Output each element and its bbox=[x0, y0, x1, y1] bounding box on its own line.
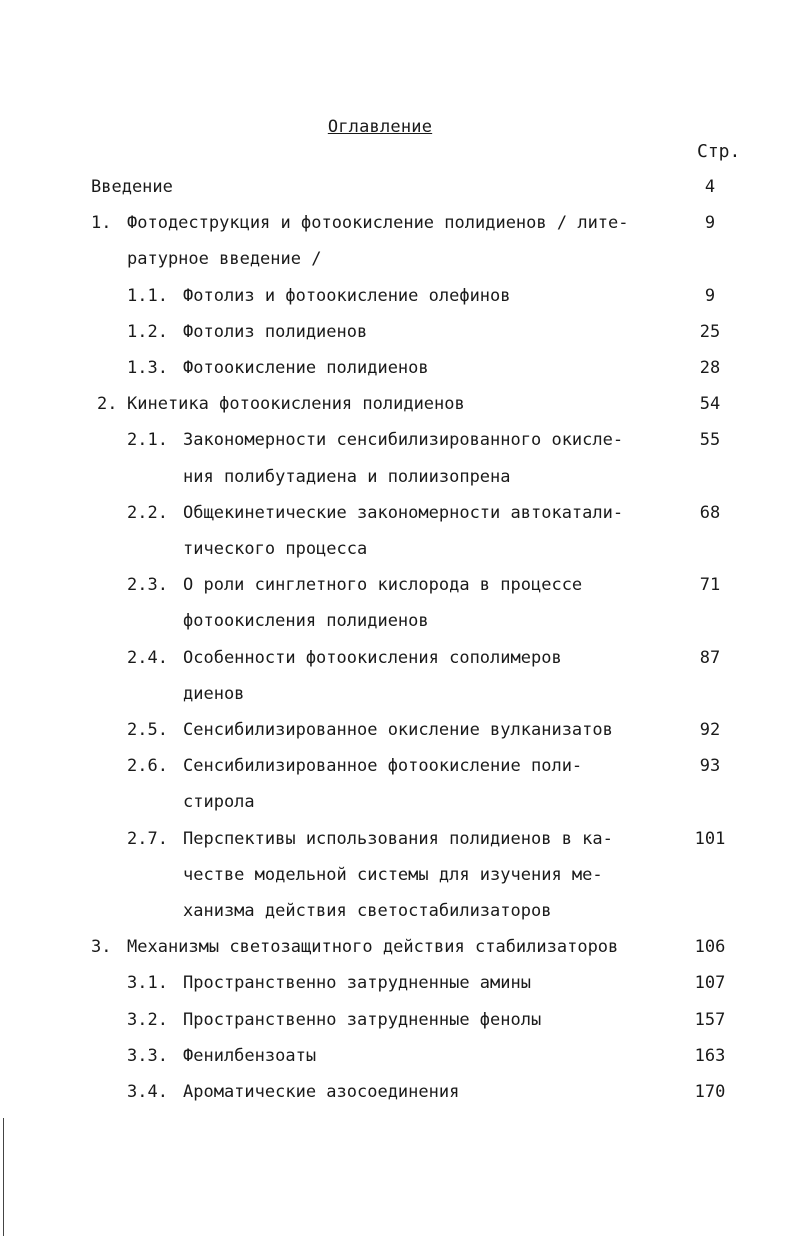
page-column-header: Стр. bbox=[697, 141, 741, 162]
toc-entry-label: Закономерности сенсибилизированного окисле- bbox=[183, 430, 624, 451]
toc-entry bbox=[0, 502, 799, 559]
toc-entry-page: 28 bbox=[699, 358, 721, 378]
toc-entry-number: 3.3. bbox=[127, 1045, 168, 1066]
toc-entry-label: Сенсибилизированное фотоокисление поли- bbox=[183, 756, 583, 777]
toc-entry bbox=[0, 973, 799, 1009]
toc-entry-number: 3.4. bbox=[127, 1082, 168, 1102]
toc-entry bbox=[0, 937, 799, 973]
toc-entry-label: Общекинетические закономерности автокатали- bbox=[183, 502, 624, 523]
toc-entry-page: 107 bbox=[694, 973, 726, 994]
toc-entry-number: 3.1. bbox=[127, 973, 168, 994]
toc-entry-page: 71 bbox=[699, 575, 721, 596]
toc-entry bbox=[0, 358, 799, 394]
toc-entry-page: 106 bbox=[694, 937, 726, 958]
toc-entry-number: 2.7. bbox=[127, 828, 168, 849]
toc-entry-page: 87 bbox=[699, 647, 721, 668]
toc-entry bbox=[0, 720, 799, 756]
toc-entry-page: 9 bbox=[704, 213, 716, 234]
toc-entry-page: 4 bbox=[704, 177, 716, 197]
toc-entry-page: 9 bbox=[704, 285, 716, 306]
toc-entry-label: ханизма действия светостабилизаторов bbox=[183, 900, 552, 921]
toc-entry bbox=[0, 1010, 799, 1046]
toc-entry-label: Фотоокисление полидиенов bbox=[183, 358, 429, 378]
toc-entry-label: честве модельной системы для изучения ме- bbox=[183, 864, 603, 885]
toc-entry-page: 68 bbox=[699, 502, 721, 523]
toc-entry-page: 101 bbox=[694, 828, 726, 849]
toc-entry-page: 55 bbox=[699, 430, 721, 451]
toc-entry bbox=[0, 322, 799, 358]
toc-entry-number: 2.4. bbox=[127, 647, 168, 668]
toc-entry-label: ния полибутадиена и полиизопрена bbox=[183, 466, 511, 487]
toc-entry bbox=[0, 575, 799, 632]
toc-entry-number: 2.6. bbox=[127, 756, 168, 777]
toc-entry bbox=[0, 177, 799, 213]
toc-entry bbox=[0, 647, 799, 704]
toc-entry-page: 54 bbox=[699, 394, 721, 415]
toc-entry bbox=[0, 1082, 799, 1118]
toc-entry-label: Пространственно затрудненные фенолы bbox=[183, 1009, 542, 1030]
toc-entry-page: 170 bbox=[694, 1082, 726, 1102]
scan-edge-line bbox=[3, 1118, 4, 1236]
toc-entry-page: 25 bbox=[699, 321, 721, 342]
toc-entry-number: 1. bbox=[91, 213, 112, 234]
toc-entry-label: Пространственно затрудненные амины bbox=[183, 973, 531, 994]
toc-entry-number: 1.3. bbox=[127, 358, 168, 378]
toc-entry-label: стирола bbox=[183, 792, 255, 813]
toc-entry-number: 2.5. bbox=[127, 720, 168, 740]
toc-entry bbox=[0, 756, 799, 813]
toc-entry bbox=[0, 213, 799, 270]
toc-entry-label: Фотолиз полидиенов bbox=[183, 321, 368, 342]
toc-entry bbox=[0, 394, 799, 430]
toc-entry-label: Ароматические азосоединения bbox=[183, 1082, 460, 1102]
toc-entry-number: 2. bbox=[97, 394, 118, 415]
toc-entry-label: Фенилбензоаты bbox=[183, 1045, 317, 1066]
toc-entry-number: 1.2. bbox=[127, 321, 168, 342]
toc-entry-label: Фотодеструкция и фотоокисление полидиенов / лите- bbox=[127, 213, 629, 234]
toc-entry-page: 157 bbox=[694, 1009, 726, 1030]
toc-entry-label: Особенности фотоокисления сополимеров bbox=[183, 647, 562, 668]
toc-entry-number: 3.2. bbox=[127, 1009, 168, 1030]
toc-entry bbox=[0, 1046, 799, 1082]
toc-entry-number: 2.2. bbox=[127, 502, 168, 523]
toc-entry-label: ратурное введение / bbox=[127, 249, 322, 270]
toc-entry-label: фотоокисления полидиенов bbox=[183, 611, 429, 632]
toc-entry-label: Введение bbox=[91, 177, 173, 197]
toc-entry-label: Сенсибилизированное окисление вулканизатов bbox=[183, 720, 613, 740]
toc-entry bbox=[0, 286, 799, 322]
toc-entry-page: 163 bbox=[694, 1045, 726, 1066]
toc-entry bbox=[0, 430, 799, 487]
toc-entry-label: Механизмы светозащитного действия стабилизаторов bbox=[127, 937, 619, 958]
toc-entry-number: 2.1. bbox=[127, 430, 168, 451]
toc-entry-number: 1.1. bbox=[127, 285, 168, 306]
toc-entry-label: О роли синглетного кислорода в процессе bbox=[183, 575, 583, 596]
toc-entry-number: 3. bbox=[91, 937, 112, 958]
toc-entry-page: 92 bbox=[699, 720, 721, 740]
toc-title: Оглавление bbox=[327, 117, 433, 137]
toc-entry-number: 2.3. bbox=[127, 575, 168, 596]
toc-entry-page: 93 bbox=[699, 756, 721, 777]
toc-entry-label: тического процесса bbox=[183, 538, 368, 559]
toc-entry-label: Фотолиз и фотоокисление олефинов bbox=[183, 285, 511, 306]
toc-entry-label: Перспективы использования полидиенов в ка- bbox=[183, 828, 613, 849]
toc-entry-label: Кинетика фотоокисления полидиенов bbox=[127, 394, 465, 415]
toc-entry-label: диенов bbox=[183, 683, 245, 704]
toc-entry bbox=[0, 828, 799, 921]
